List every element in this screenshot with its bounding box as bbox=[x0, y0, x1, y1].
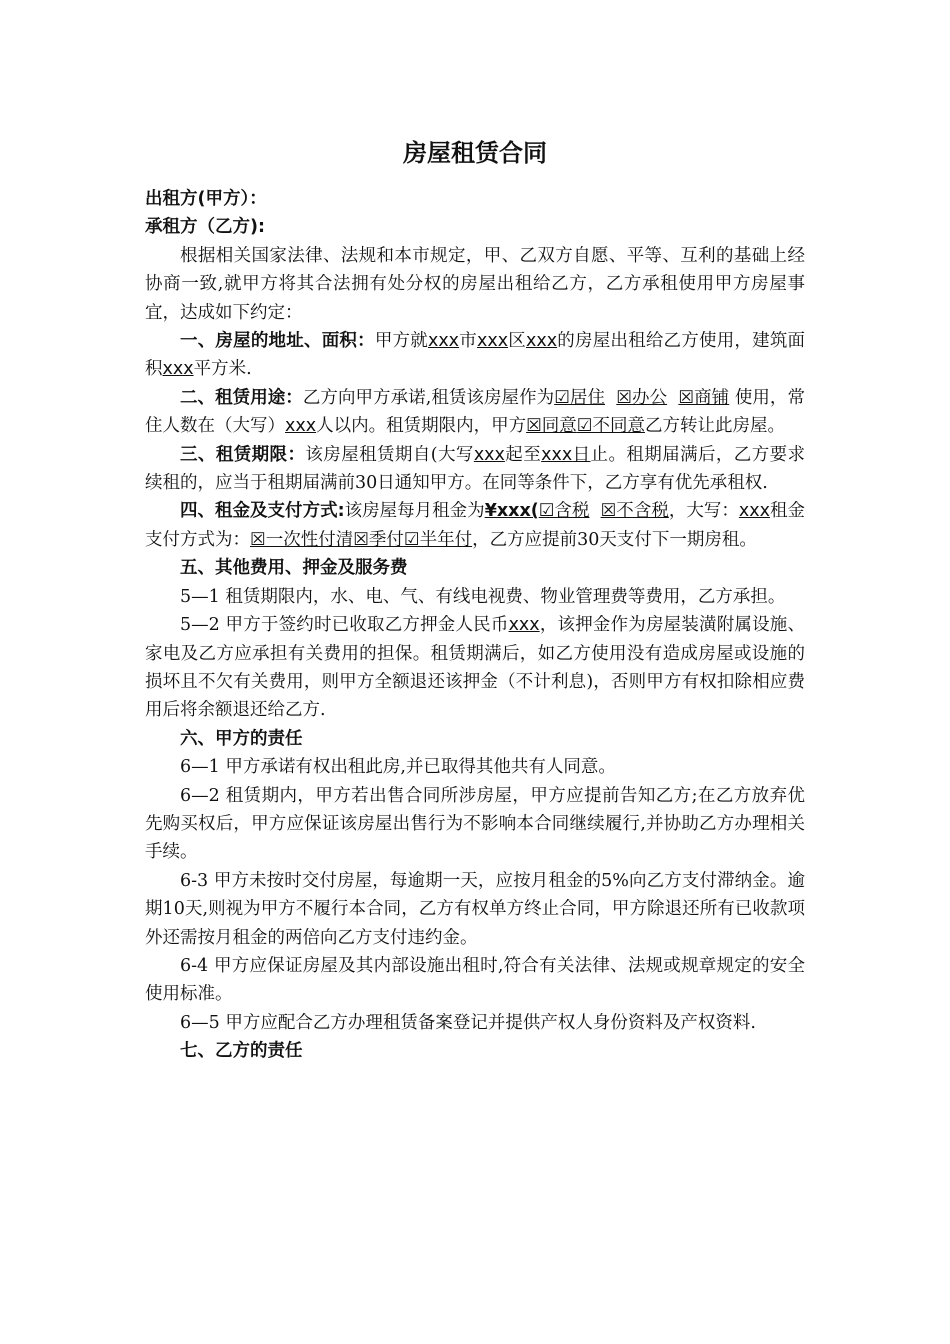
deposit-field: xxx bbox=[508, 615, 540, 636]
use-option-shop: ☒商铺 bbox=[678, 387, 730, 408]
clause-7-heading: 七、乙方的责任 bbox=[180, 1041, 303, 1062]
clause-5-2: 5—2 甲方于签约时已收取乙方押金人民币xxx，该押金作为房屋装潢附属设施、家电及乙方应承担有关费用的担保。租赁期满后，如乙方使用没有造成房屋或设施的损坏且不欠有关费用，则甲方全额退还该押金（不计利息)，否则甲方有权扣除相应费用后将余额退还给乙方. bbox=[145, 615, 805, 721]
city-field: xxx bbox=[427, 331, 460, 352]
address-field: xxx bbox=[526, 331, 558, 352]
clause-6-heading: 六、甲方的责任 bbox=[180, 728, 303, 749]
rent-words-field: xxx bbox=[738, 501, 770, 522]
transfer-agree-option: ☒同意 bbox=[526, 416, 577, 437]
document-title: 房屋租赁合同 bbox=[403, 139, 547, 167]
clause-6-2: 6—2 租赁期内，甲方若出售合同所涉房屋，甲方应提前告知乙方;在乙方放弃优先购买权后，甲方应保证该房屋出售行为不影响本合同继续履行,并协助乙方办理相关手续。 bbox=[145, 785, 805, 863]
district-field: xxx bbox=[476, 331, 509, 352]
lessee-label: 承租方（乙方): bbox=[145, 217, 265, 238]
intro-paragraph: 根据相关国家法律、法规和本市规定，甲、乙双方自愿、平等、互利的基础上经协商一致,就甲方将其合法拥有处分权的房屋出租给乙方，乙方承租使用甲方房屋事宜，达成如下约定： bbox=[145, 245, 805, 323]
tax-included-option: ☑含税 bbox=[538, 501, 590, 522]
clause-3: 三、租赁期限：该房屋租赁期自(大写xxx起至xxx日止。租期届满后，乙方要求续租的，应当于租期届满前30日通知甲方。在同等条件下，乙方享有优先承租权. bbox=[145, 444, 806, 494]
transfer-disagree-option: ☑不同意 bbox=[576, 416, 645, 437]
end-date-field: xxx bbox=[541, 444, 573, 465]
clause-4-heading: 四、租金及支付方式: bbox=[180, 501, 345, 522]
tax-excluded-option: ☒不含税 bbox=[600, 501, 669, 522]
persons-field: xxx bbox=[285, 416, 317, 437]
use-option-office: ☒办公 bbox=[616, 387, 668, 408]
clause-1-heading: 一、房屋的地址、面积： bbox=[180, 331, 375, 352]
pay-half-year-option: ☑半年付 bbox=[403, 529, 473, 550]
pay-once-option: ☒一次性付清 bbox=[250, 529, 354, 550]
clause-5-1: 5—1 租赁期限内，水、电、气、有线电视费、物业管理费等费用，乙方承担。 bbox=[180, 586, 786, 607]
rent-amount: ¥xxx( bbox=[484, 501, 539, 522]
clause-1: 一、房屋的地址、面积：甲方就xxx市xxx区xxx的房屋出租给乙方使用，建筑面积xxx平方米. bbox=[145, 331, 806, 380]
use-option-residence: ☑居住 bbox=[554, 387, 606, 408]
clause-5-heading: 五、其他费用、押金及服务费 bbox=[180, 558, 408, 579]
clause-2: 二、租赁用途：乙方向甲方承诺,租赁该房屋作为☑居住 ☒办公 ☒商铺 使用，常住人数在（大写）xxx人以内。租赁期限内，甲方☒同意☑不同意乙方转让此房屋。 bbox=[145, 387, 805, 437]
start-date-field: xxx bbox=[473, 444, 505, 465]
clause-4: 四、租金及支付方式:该房屋每月租金为¥xxx(☑含税 ☒不含税，大写：xxx租金支付方式为：☒一次性付清☒季付☑半年付，乙方应提前30天支付下一期房租。 bbox=[145, 501, 805, 550]
clause-6-4: 6-4 甲方应保证房屋及其内部设施出租时,符合有关法律、法规或规章规定的安全使用标准。 bbox=[145, 955, 805, 1005]
clause-3-heading: 三、租赁期限： bbox=[180, 444, 306, 465]
clause-2-heading: 二、租赁用途： bbox=[180, 387, 303, 408]
clause-6-1: 6—1 甲方承诺有权出租此房,并已取得其他共有人同意。 bbox=[180, 757, 616, 778]
area-field: xxx bbox=[162, 359, 194, 380]
document-body bbox=[145, 185, 805, 1066]
clause-6-3: 6-3 甲方未按时交付房屋，每逾期一天，应按月租金的5%向乙方支付滞纳金。逾期10天,则视为甲方不履行本合同，乙方有权单方终止合同，甲方除退还所有已收款项外还需按月租金的两倍向乙方支付违约金。 bbox=[145, 870, 805, 948]
clause-6-5: 6—5 甲方应配合乙方办理租赁备案登记并提供产权人身份资料及产权资料. bbox=[180, 1012, 756, 1033]
pay-quarterly-option: ☒季付 bbox=[353, 529, 404, 550]
lessor-label: 出租方(甲方）： bbox=[145, 189, 267, 209]
